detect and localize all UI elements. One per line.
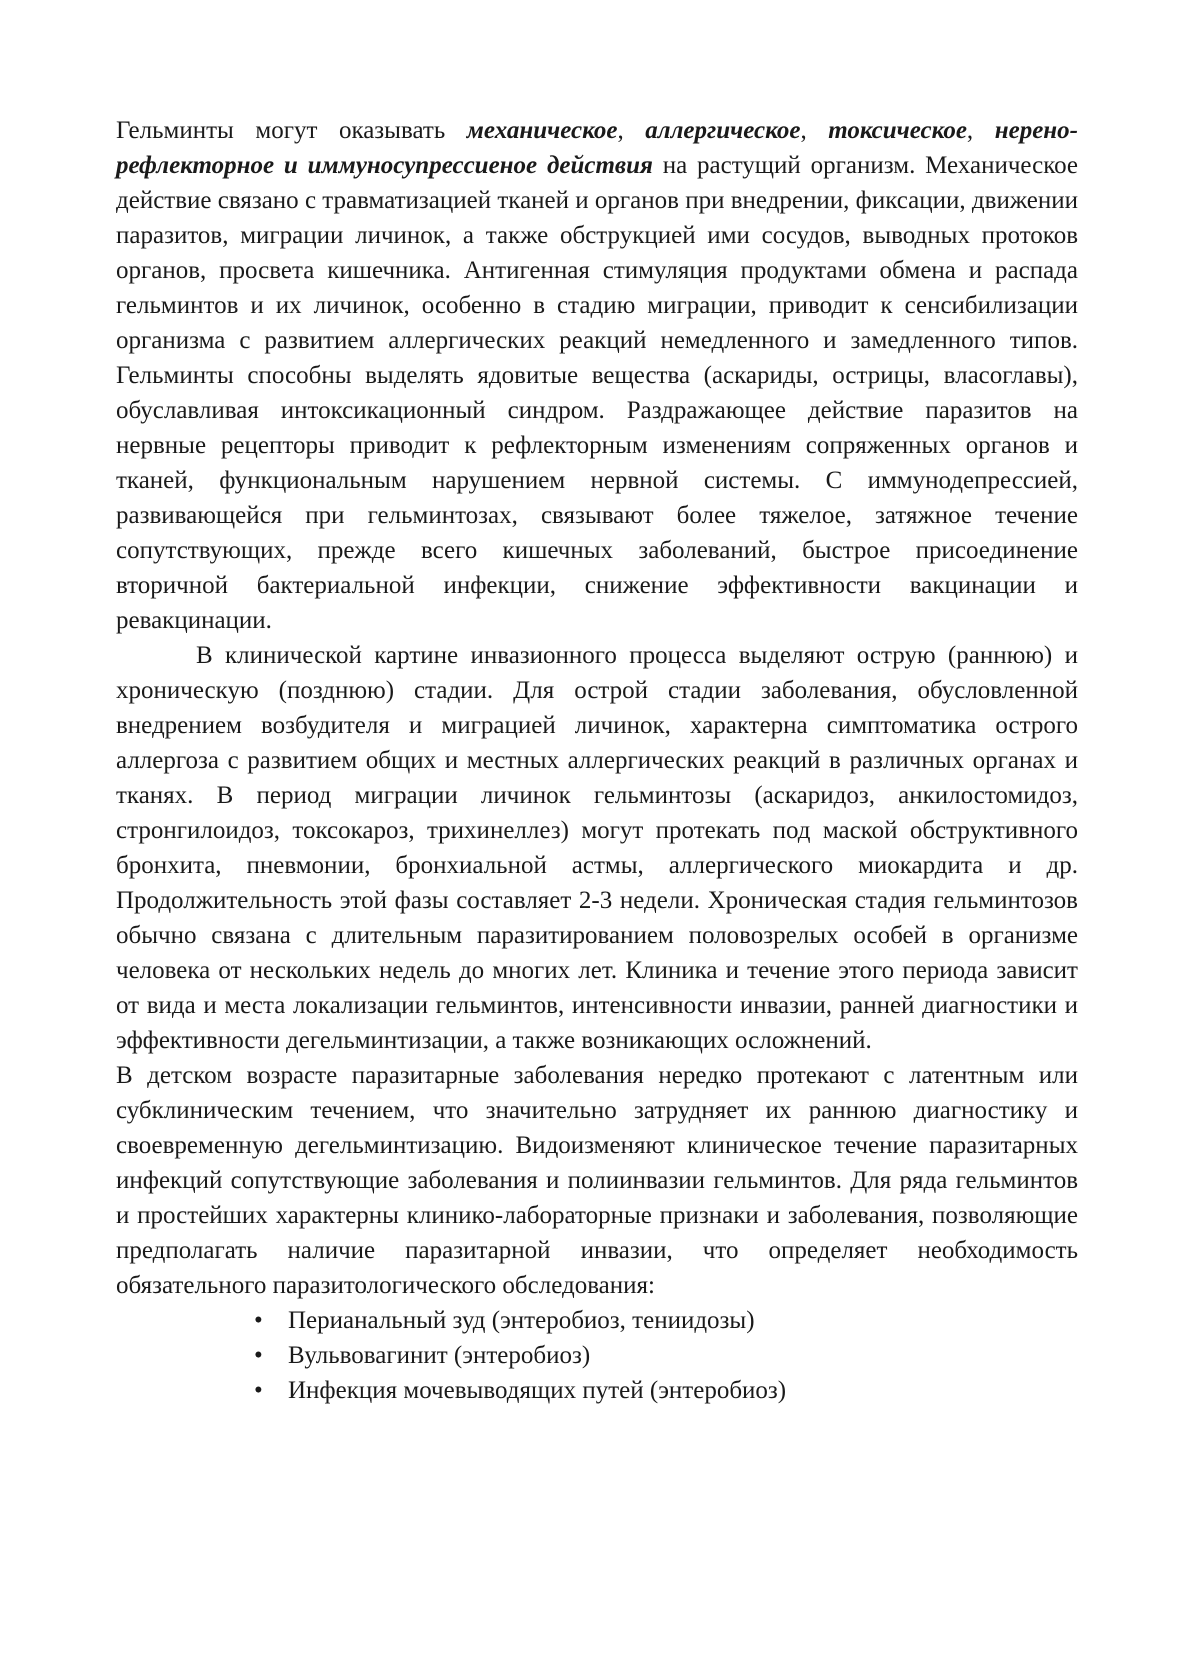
punctuation: , (617, 117, 646, 144)
bullet-icon: • (254, 1377, 263, 1404)
punctuation: , (800, 117, 829, 144)
term-toxic: токсическое (828, 117, 967, 144)
paragraph-helminth-actions (116, 113, 1078, 638)
paragraph-text: на растущий организм. Механическое действие связано с травматизацией тканей и органов при внедрении, фиксации, движении паразитов, миграции личинок, а также обструкцией ими сосудов, выводных протоков органов, просвета кишечника. Антигенная стимуляция продуктами обмена и распада гельминтов и их личинок, особенно в стадию миграции, приводит к сенсибилизации организма с развитием аллергических реакций немедленного и замедленного типов. Гельминты способны выделять ядовитые вещества (аскариды, острицы, власоглавы), обуславливая интоксикационный синдром. Раздражающее действие паразитов на нервные рецепторы приводит к рефлекторным изменениям сопряженных органов и тканей, функциональным нарушением нервной системы. С иммунодепрессией, развивающейся при гельминтозах, связывают более тяжелое, затяжное течение сопутствующих, прежде всего кишечных заболеваний, быстрое присоединение вторичной бактериальной инфекции, снижение эффективности вакцинации и ревакцинации. (116, 152, 1078, 634)
list-item-text: Вульвовагинит (энтеробиоз) (288, 1342, 591, 1369)
list-item-text: Инфекция мочевыводящих путей (энтеробиоз) (288, 1377, 787, 1404)
list-item (252, 1303, 1078, 1338)
paragraph-clinical-stages: В клинической картине инвазионного процесса выделяют острую (раннюю) и хроническую (позднюю) стадии. Для острой стадии заболевания, обусловленной внедрением возбудителя и миграцией личинок, характерна симптоматика острого аллергоза с развитием общих и местных аллергических реакций в различных органах и тканях. В период миграции личинок гельминтозы (аскаридоз, анкилостомидоз, стронгилоидоз, токсокароз, трихинеллез) могут протекать под маской обструктивного бронхита, пневмонии, бронхиальной астмы, аллергического миокардита и др. Продолжительность этой фазы составляет 2-3 недели. Хроническая стадия гельминтозов обычно связана с длительным паразитированием половозрелых особей в организме человека от нескольких недель до многих лет. Клиника и течение этого периода зависит от вида и места локализации гельминтов, интенсивности инвазии, ранней диагностики и эффективности дегельминтизации, а также возникающих осложнений. (116, 642, 1078, 1054)
symptom-list (116, 1303, 1078, 1408)
paragraph-text: Гельминты могут оказывать (116, 117, 467, 144)
paragraph-childhood: В детском возрасте паразитарные заболевания нередко протекают с латентным или субклиническим течением, что значительно затрудняет их раннюю диагностику и своевременную дегельминтизацию. Видоизменяют клиническое течение паразитарных инфекций сопутствующие заболевания и полиинвазии гельминтов. Для ряда гельминтов и простейших характерны клинико-лабораторные признаки и заболевания, позволяющие предполагать наличие паразитарной инвазии, что определяет необходимость обязательного паразитологического обследования: (116, 1062, 1078, 1299)
bullet-icon: • (254, 1307, 263, 1334)
list-item-text: Перианальный зуд (энтеробиоз, тениидозы) (288, 1307, 755, 1334)
term-mechanical: механическое (466, 117, 618, 144)
list-item (252, 1373, 1078, 1408)
list-item (252, 1338, 1078, 1373)
document-body (116, 113, 1078, 1408)
bullet-icon: • (254, 1342, 263, 1369)
term-reflex-immunosuppressive: нерено-рефлекторное и иммуносупрессиеное действия (116, 117, 1079, 179)
punctuation: , (966, 117, 995, 144)
term-allergic: аллергическое (645, 117, 801, 144)
